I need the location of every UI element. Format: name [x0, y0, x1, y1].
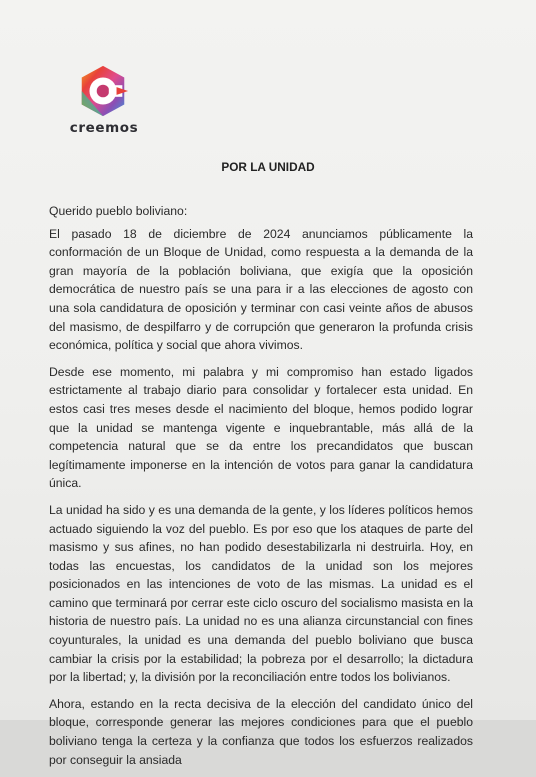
paragraph-2: Desde ese momento, mi palabra y mi compromiso han estado ligados estrictamente al trabajo diario para consolidar y fortalecer esta unidad. En estos casi tres meses desde el nacimiento del bloque, hemos podido lograr que la unidad se mantenga vigente e inquebrantable, más allá de la competencia natural que se da entre los precandidatos que buscan legítimamente imponerse en la intención de votos para ganar la candidatura única. [49, 364, 473, 491]
paragraph-1: El pasado 18 de diciembre de 2024 anunciamos públicamente la conformación de un Bloque de Unidad, como respuesta a la demanda de la gran mayoría de la población boliviana, que exigía que la oposición democrática de nuestro país se una para ir a las elecciones de agosto con una sola candidatura de oposición y terminar con casi veinte años de abusos del masismo, de despilfarro y de corrupción que generaron la profunda crisis económica, política y social que ahora vivimos. [49, 226, 473, 353]
logo-wordmark: creemos [69, 120, 139, 136]
letter-body [49, 202, 473, 777]
paragraph-3: La unidad ha sido y es una demanda de la gente, y los líderes políticos hemos actuado siguiendo la voz del pueblo. Es por eso que los ataques de parte del masismo y sus afines, no han podido desestabilizarla ni destruirla. Hoy, en todas las encuestas, los candidatos de la unidad son los mejores posicionados en las intenciones de voto de las mismas. La unidad es el camino que terminará por cerrar este ciclo oscuro del socialismo masista en la historia de nuestro país. La unidad no es una alianza circunstancial con fines coyunturales, la unidad es una demanda del pueblo boliviano que busca cambiar la crisis por la estabilidad; la pobreza por el desarrollo; la dictadura por la libertad; y, la división por la reconciliación entre todos los bolivianos. [49, 502, 473, 685]
letter-title: POR LA UNIDAD [221, 160, 315, 174]
letter-salutation: Querido pueblo boliviano: [49, 204, 188, 218]
creemos-logo [64, 62, 144, 144]
paragraph-4: Ahora, estando en la recta decisiva de la elección del candidato único del bloque, corresponde generar las mejores condiciones para que el pueblo boliviano tenga la certeza y la confianza que todos los esfuerzos realizados por conseguir la ansiada [49, 696, 473, 767]
creemos-logo-icon [74, 62, 132, 120]
